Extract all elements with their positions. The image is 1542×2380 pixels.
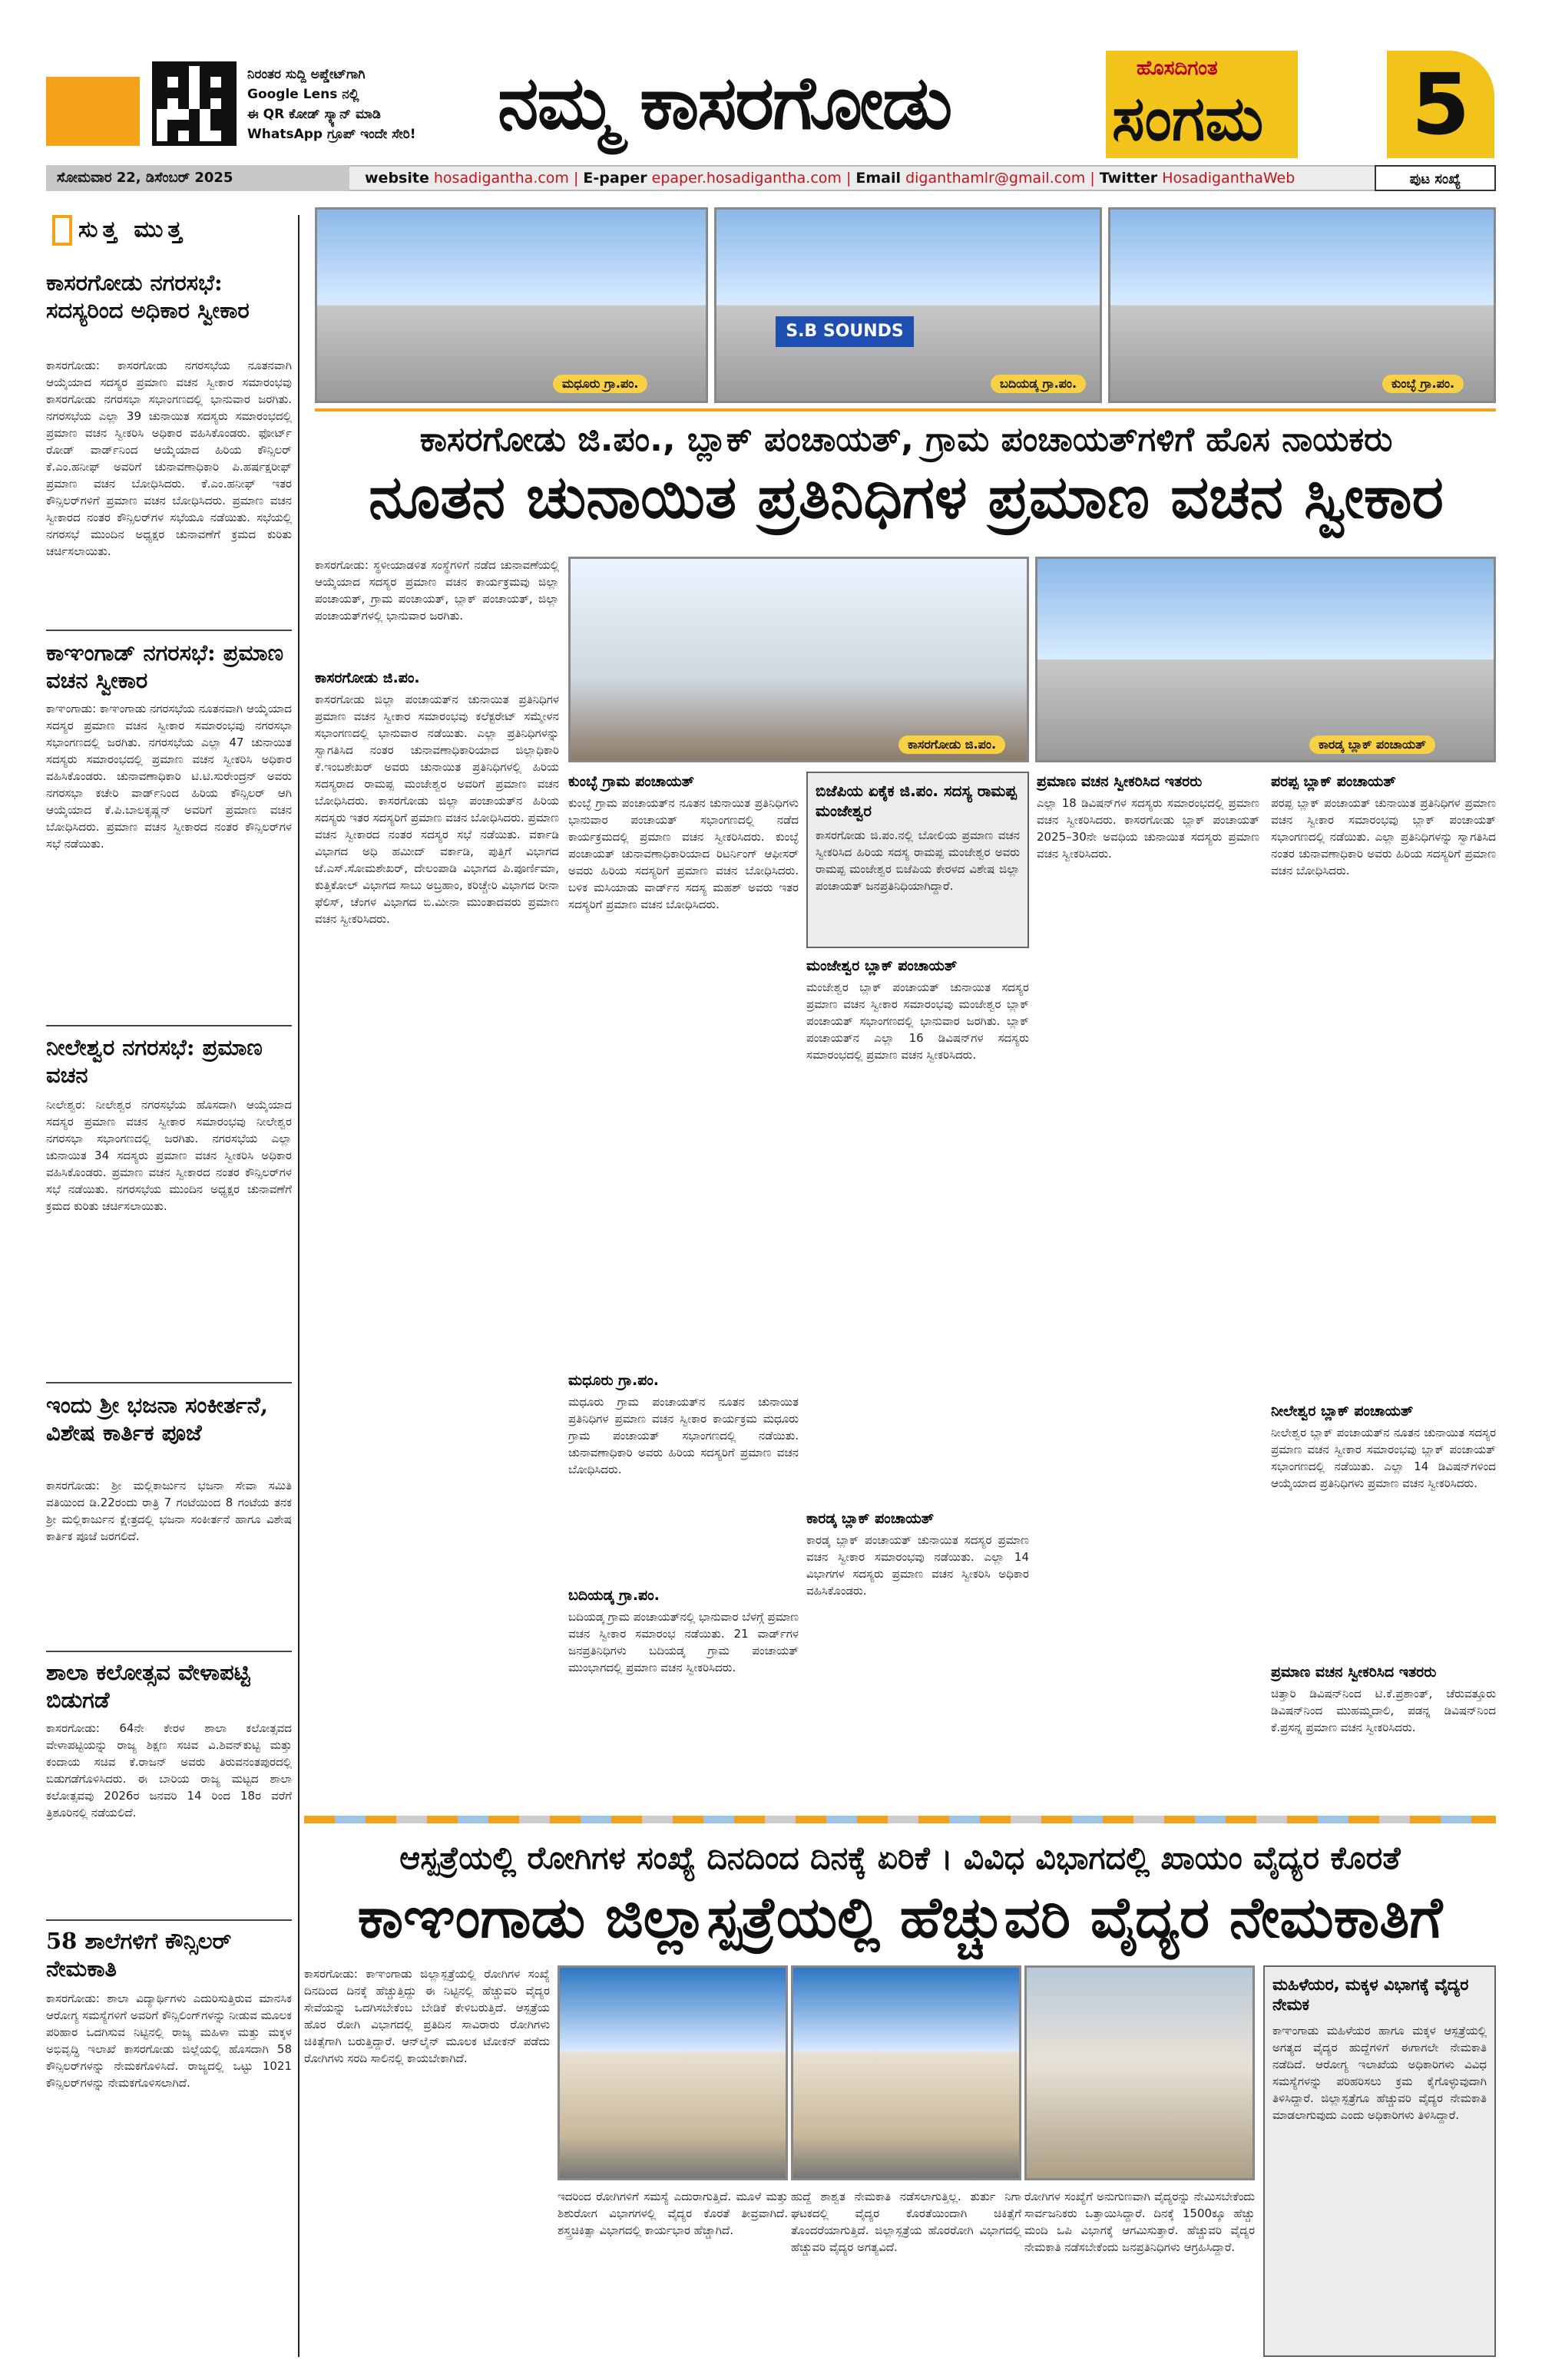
divider — [46, 1025, 292, 1026]
qr-module — [221, 131, 232, 141]
story-subhead: ಪ್ರಮಾಣ ವಚನ ಸ್ವೀಕರಿಸಿದ ಇತರರು — [1271, 1664, 1437, 1681]
story-body: ಮಂಜೇಶ್ವರ ಬ್ಲಾಕ್ ಪಂಚಾಯತ್ ಚುನಾಯಿತ ಸದಸ್ಯರ ಪ್ರಮಾಣ ವಚನ ಸ್ವೀಕಾರ ಸಮಾರಂಭವು ಮಂಜೇಶ್ವರ ಬ್ಲಾಕ್ ಪಂಚಾಯತ್ ಸಭಾಂಗಣದಲ್ಲಿ ಭಾನುವಾರ ಜರಗಿತು. ಬ್ಲಾಕ್ ಪಂಚಾಯತ್‌ನ ಎಲ್ಲಾ 16 ಡಿವಿಷನ್‌ಗಳ ಸದಸ್ಯರು ಸಮಾರಂಭದಲ್ಲಿ ಪ್ರಮಾಣ ವಚನ ಸ್ವೀಕರಿಸಿದರು. — [806, 980, 1029, 1062]
story-body: ಹುದ್ದೆ ಶಾಶ್ವತ ನೇಮಕಾತಿ ನಡೆಸಲಾಗುತ್ತಿಲ್ಲ. ತುರ್ತು ನಿಗಾ ಘಟಕದಲ್ಲಿ ವೈದ್ಯರ ಕೊರತೆಯಿಂದಾಗಿ ಚಿಕಿತ್ಸೆಗೆ ತೊಂದರೆಯಾಗುತ್ತಿದೆ. ಜಿಲ್ಲಾಸ್ಪತ್ರೆಯ ಹೊರರೋಗಿ ವಿಭಾಗದಲ್ಲಿ ಹೆಚ್ಚುವರಿ ವೈದ್ಯರ ಅಗತ್ಯವಿದೆ. — [791, 2190, 1021, 2254]
qr-module — [221, 98, 232, 109]
sidebar-story-body: ನೀಲೇಶ್ವರ: ನೀಲೇಶ್ವರ ನಗರಸಭೆಯ ಹೊಸದಾಗಿ ಆಯ್ಕೆಯಾದ ಸದಸ್ಯರ ಪ್ರಮಾಣ ವಚನ ಸ್ವೀಕಾರ ಸಮಾರಂಭವು ನೀಲೇಶ್ವರ ನಗರಸಭಾ ಸಭಾಂಗಣದಲ್ಲಿ ಜರಗಿತು. ನಗರಸಭೆಯ ಎಲ್ಲಾ ಚುನಾಯಿತ 34 ಸದಸ್ಯರು ಪ್ರಮಾಣ ವಚನ ಸ್ವೀಕರಿಸಿ ಅಧಿಕಾರ ವಹಿಸಿಕೊಂಡರು. ಪ್ರಮಾಣ ವಚನ ಸ್ವೀಕಾರದ ನಂತರ ಕೌನ್ಸಿಲರ್‌ಗಳ ಸಭೆ ನಡೆಯಿತು. ನಗರಸಭೆಯ ಮುಂದಿನ ಅಧ್ಯಕ್ಷರ ಚುನಾವಣೆಗೆ ಕ್ರಮದ ಕುರಿತು ಚರ್ಚಿಸಲಾಯಿತು. — [46, 1098, 292, 1213]
photo-caption: ಮಧೂರು ಗ್ರಾ.ಪಂ. — [553, 375, 647, 393]
page-number: 5 — [1387, 51, 1494, 158]
story-intro: ಕಾಸರಗೋಡು: ಸ್ಥಳೀಯಾಡಳಿತ ಸಂಸ್ಥೆಗಳಿಗೆ ನಡೆದ ಚುನಾವಣೆಯಲ್ಲಿ ಆಯ್ಕೆಯಾದ ಸದಸ್ಯರ ಪ್ರಮಾಣ ವಚನ ಕಾರ್ಯಕ್ರಮವು ಜಿಲ್ಲಾ ಪಂಚಾಯತ್, ಗ್ರಾಮ ಪಂಚಾಯತ್, ಬ್ಲಾಕ್ ಪಂಚಾಯತ್, ಜಿಲ್ಲಾ ಪಂಚಾಯತ್‌ಗಳಲ್ಲಿ ಭಾನುವಾರ ಜರಗಿತು. — [315, 558, 559, 623]
twitter-link[interactable]: HosadiganthaWeb — [1162, 170, 1295, 187]
photo-karadka-block[interactable] — [1035, 557, 1496, 762]
story-subhead: ಮಂಜೇಶ್ವರ ಬ್ಲಾಕ್ ಪಂಚಾಯತ್ — [806, 957, 958, 974]
photo-caption: ಕಾರಡ್ಕ ಬ್ಲಾಕ್ ಪಂಚಾಯತ್ — [1309, 735, 1435, 754]
photo-madhuru-panchayat[interactable] — [315, 207, 708, 403]
box-headline: ಮಹಿಳೆಯರ, ಮಕ್ಕಳ ವಿಭಾಗಕ್ಕೆ ವೈದ್ಯರ ನೇಮಕ — [1272, 1975, 1469, 2014]
brand-name: ಸಂಗಮ — [1112, 82, 1264, 154]
photo-badiyadka-panchayat[interactable] — [714, 207, 1102, 403]
story-subhead: ನೀಲೇಶ್ವರ ಬ್ಲಾಕ್ ಪಂಚಾಯತ್ — [1271, 1403, 1414, 1420]
story-kicker: ಕಾಸರಗೋಡು ಜಿ.ಪಂ., ಬ್ಲಾಕ್ ಪಂಚಾಯತ್, ಗ್ರಾಮ ಪಂಚಾಯತ್‌ಗಳಿಗೆ ಹೊಸ ನಾಯಕರು — [419, 420, 1393, 459]
box-body: ಕಾಞಂಗಾಡು ಮಹಿಳೆಯರ ಹಾಗೂ ಮಕ್ಕಳ ಆಸ್ಪತ್ರೆಯಲ್ಲಿ ಅಗತ್ಯದ ವೈದ್ಯರ ಹುದ್ದೆಗಳಿಗೆ ಈಗಾಗಲೇ ನೇಮಕಾತಿ ನಡೆದಿದೆ. ಆರೋಗ್ಯ ಇಲಾಖೆಯ ಅಧಿಕಾರಿಗಳು ವಿವಿಧ ಸಮಸ್ಯೆಗಳನ್ನು ಪರಿಹರಿಸಲು ಕ್ರಮ ಕೈಗೊಳ್ಳುವುದಾಗಿ ತಿಳಿಸಿದ್ದಾರೆ. ಜಿಲ್ಲಾಸ್ಪತ್ರೆಗೂ ಹೆಚ್ಚುವರಿ ವೈದ್ಯರ ನೇಮಕಾತಿ ಮಾಡಲಾಗುವುದು ಎಂದು ಅಧಿಕಾರಿಗಳು ತಿಳಿಸಿದ್ದಾರೆ. — [1272, 2024, 1487, 2122]
qr-module — [167, 109, 178, 120]
qr-module — [178, 66, 189, 77]
sidebar-story-headline[interactable]: ನೀಲೇಶ್ವರ ನಗರಸಭೆ: ಪ್ರಮಾಣ ವಚನ — [46, 1034, 263, 1088]
qr-module — [189, 120, 200, 131]
promo-line: ನಿರಂತರ ಸುದ್ದಿ ಅಪ್ಡೇಟ್‌ಗಾಗಿ — [247, 67, 366, 82]
masthead-accent-block — [46, 77, 140, 146]
qr-module — [157, 88, 167, 98]
story-body: ಕಾರಡ್ಕ ಬ್ಲಾಕ್ ಪಂಚಾಯತ್ ಚುನಾಯಿತ ಸದಸ್ಯರ ಪ್ರಮಾಣ ವಚನ ಸ್ವೀಕಾರ ಸಮಾರಂಭವು ನಡೆಯಿತು. ಎಲ್ಲಾ 14 ವಿಭಾಗಗಳ ಸದಸ್ಯರು ಪ್ರಮಾಣ ವಚನ ಸ್ವೀಕರಿಸಿ ಅಧಿಕಾರ ವಹಿಸಿಕೊಂಡರು. — [806, 1533, 1029, 1598]
qr-module — [221, 109, 232, 120]
sidebar-story-headline[interactable]: ಇಂದು ಶ್ರೀ ಭಜನಾ ಸಂಕೀರ್ತನೆ, ವಿಶೇಷ ಕಾರ್ತಿಕ ಪೂಜೆ — [46, 1392, 269, 1446]
story-body: ಇದರಿಂದ ರೋಗಿಗಳಿಗೆ ಸಮಸ್ಯೆ ಎದುರಾಗುತ್ತಿದೆ. ಮೂಳೆ ಮತ್ತು ಶಿಶುರೋಗ ವಿಭಾಗಗಳಲ್ಲಿ ವೈದ್ಯರ ಕೊರತೆ ತೀವ್ರವಾಗಿದೆ. ಶಸ್ತ್ರಚಿಕಿತ್ಸಾ ವಿಭಾಗದಲ್ಲಿ ಕಾರ್ಯಭಾರ ಹೆಚ್ಚಾಗಿದೆ. — [558, 2190, 788, 2237]
promo-line: ಈ QR ಕೋಡ್ ಸ್ಕ್ಯಾನ್ ಮಾಡಿ — [247, 107, 381, 122]
photo-kumbla-panchayat[interactable] — [1108, 207, 1496, 403]
email-link[interactable]: diganthamlr@gmail.com — [905, 170, 1086, 187]
qr-module — [167, 98, 178, 109]
qr-module — [167, 88, 178, 98]
sidebar-story-body: ಕಾಸರಗೋಡು: ಶ್ರೀ ಮಲ್ಲಿಕಾರ್ಜುನ ಭಜನಾ ಸೇವಾ ಸಮಿತಿ ವತಿಯಿಂದ ಡಿ.22ರಂದು ರಾತ್ರಿ 7 ಗಂಟೆಯಿಂದ 8 ಗಂಟೆಯ ತನಕ ಶ್ರೀ ಮಲ್ಲಿಕಾರ್ಜುನ ಕ್ಷೇತ್ರದಲ್ಲಿ ಭಜನಾ ಸಂಕೀರ್ತನೆ ಹಾಗೂ ವಿಶೇಷ ಕಾರ್ತಿಕ ಪೂಜೆ ಜರಗಲಿದೆ. — [46, 1479, 292, 1543]
sidebar-story-headline[interactable]: 58 ಶಾಲೆಗಳಿಗೆ ಕೌನ್ಸಿಲರ್ ನೇಮಕಾತಿ — [46, 1928, 232, 1982]
sound-banner: S.B SOUNDS — [776, 316, 914, 347]
edition-date: ಸೋಮವಾರ 22, ಡಿಸೆಂಬರ್ 2025 — [46, 165, 349, 191]
story-body: ಮಧೂರು ಗ್ರಾಮ ಪಂಚಾಯತ್‌ನ ನೂತನ ಚುನಾಯಿತ ಪ್ರತಿನಿಧಿಗಳ ಪ್ರಮಾಣ ವಚನ ಸ್ವೀಕಾರ ಕಾರ್ಯಕ್ರಮ ಮಧೂರು ಗ್ರಾಮ ಪಂಚಾಯತ್ ಸಭಾಂಗಣದಲ್ಲಿ ನಡೆಯಿತು. ಚುನಾವಣಾಧಿಕಾರಿ ಅವರು ಹಿರಿಯ ಸದಸ್ಯರಿಗೆ ಪ್ರಮಾಣ ವಚನ ಬೋಧಿಸಿದರು. — [568, 1395, 799, 1476]
brand-publisher: ಹೊಸದಿಗಂತ — [1137, 57, 1218, 80]
book-icon — [52, 215, 72, 246]
story-subhead: ಪ್ರಮಾಣ ವಚನ ಸ್ವೀಕರಿಸಿದ ಇತರರು — [1037, 773, 1203, 790]
photo-hospital-building[interactable] — [558, 1965, 788, 2180]
website-link[interactable]: hosadigantha.com — [433, 170, 569, 187]
qr-module — [210, 66, 221, 77]
email-label: Email — [855, 170, 902, 187]
epaper-label: E-paper — [583, 170, 647, 187]
qr-module — [157, 120, 167, 131]
photo-caption: ಕಾಸರಗೋಡು ಜಿ.ಪಂ. — [898, 735, 1005, 754]
qr-module — [178, 77, 189, 88]
qr-code-icon[interactable] — [152, 61, 237, 146]
story-subhead: ಕುಂಬ್ಳೆ ಗ್ರಾಮ ಪಂಚಾಯತ್ — [568, 773, 694, 790]
story-subhead: ಬದಿಯಡ್ಕ ಗ್ರಾ.ಪಂ. — [568, 1587, 660, 1604]
sidebar-story-body: ಕಾಞಂಗಾಡು: ಕಾಞಂಗಾಡು ನಗರಸಭೆಯ ನೂತನವಾಗಿ ಆಯ್ಕೆಯಾದ ಸದಸ್ಯರ ಪ್ರಮಾಣ ವಚನ ಸ್ವೀಕಾರ ಸಮಾರಂಭವು ನಗರಸಭಾ ಸಭಾಂಗಣದಲ್ಲಿ ಜರಗಿತು. ನಗರಸಭೆಯ ಎಲ್ಲಾ 47 ಚುನಾಯಿತ ಸದಸ್ಯರು ಸಮಾರಂಭದಲ್ಲಿ ಪ್ರಮಾಣ ವಚನ ಸ್ವೀಕರಿಸಿ ಅಧಿಕಾರ ವಹಿಸಿಕೊಂಡರು. ಚುನಾವಣಾಧಿಕಾರಿ ಟಿ.ಟಿ.ಸುರೇಂದ್ರನ್ ಅವರು ನಗರಸಭಾ ಕಚೇರಿ ವಾರ್ಡ್‌ನಿಂದ ಹಿರಿಯ ಕೌನ್ಸಿಲರ್ ಆಗಿ ಆಯ್ಕೆಯಾದ ಕೆ.ಪಿ.ಬಾಲಕೃಷ್ಣನ್ ಅವರಿಗೆ ಪ್ರಮಾಣ ವಚನ ಬೋಧಿಸಿದರು. ಪ್ರಮಾಣ ವಚನ ಸ್ವೀಕಾರದ ನಂತರ ಕೌನ್ಸಿಲರ್‌ಗಳ ಸಭೆ ನಡೆಯಿತು. — [46, 702, 292, 851]
promo-line: WhatsApp ಗ್ರೂಪ್ ಇಂದೇ ಸೇರಿ! — [247, 127, 416, 142]
divider — [46, 1919, 292, 1921]
qr-module — [189, 98, 200, 109]
qr-module — [210, 131, 221, 141]
qr-module — [178, 109, 189, 120]
qr-module — [200, 88, 210, 98]
qr-module — [189, 131, 200, 141]
sidebar-story-headline[interactable]: ಕಾಞಂಗಾಡ್ ನಗರಸಭೆ: ಪ್ರಮಾಣ ವಚನ ಸ್ವೀಕಾರ — [46, 640, 284, 693]
sidebar-story-headline[interactable]: ಶಾಲಾ ಕಲೋತ್ಸವ ವೇಳಾಪಟ್ಟಿ ಬಿಡುಗಡೆ — [46, 1659, 250, 1713]
photo-hospital-ward[interactable] — [1024, 1965, 1255, 2180]
qr-module — [221, 77, 232, 88]
divider — [315, 408, 1496, 412]
qr-module — [210, 77, 221, 88]
sidebar-box — [1263, 1965, 1496, 2357]
qr-module — [189, 66, 200, 77]
qr-module — [189, 109, 200, 120]
story-body: ಚಿತ್ತಾರಿ ಡಿವಿಷನ್‌ನಿಂದ ಟಿ.ಕೆ.ಪ್ರಶಾಂತ್, ಚೆರುವತ್ತೂರು ಡಿವಿಷನ್‌ನಿಂದ ಮುಹಮ್ಮದಾಲಿ, ಪಡನ್ನ ಡಿವಿಷನ್‌ನಿಂದ ಕೆ.ಪ್ರಸನ್ನ ಪ್ರಮಾಣ ವಚನ ಸ್ವೀಕರಿಸಿದರು. — [1271, 1687, 1496, 1734]
qr-module — [200, 66, 210, 77]
website-label: website — [365, 170, 429, 187]
qr-module — [157, 77, 167, 88]
divider — [46, 630, 292, 631]
page-tag: ಪುಟ ಸಂಖ್ಯೆ — [1375, 165, 1496, 191]
qr-module — [200, 131, 210, 141]
qr-module — [167, 131, 178, 141]
qr-module — [178, 88, 189, 98]
story-body: ಕಾಸರಗೋಡು: ಕಾಞಂಗಾಡು ಜಿಲ್ಲಾಸ್ಪತ್ರೆಯಲ್ಲಿ ರೋಗಿಗಳ ಸಂಖ್ಯೆ ದಿನದಿಂದ ದಿನಕ್ಕೆ ಹೆಚ್ಚುತ್ತಿದ್ದು ಈ ನಿಟ್ಟಿನಲ್ಲಿ ಹೆಚ್ಚುವರಿ ವೈದ್ಯರ ಸೇವೆಯನ್ನು ಒದಗಿಸಬೇಕೆಂಬ ಬೇಡಿಕೆ ಕೇಳಿಬರುತ್ತಿದೆ. ಆಸ್ಪತ್ರೆಯ ಹೊರ ರೋಗಿ ವಿಭಾಗದಲ್ಲಿ ಪ್ರತಿದಿನ ಸಾವಿರಾರು ರೋಗಿಗಳು ಚಿಕಿತ್ಸೆಗಾಗಿ ಬರುತ್ತಿದ್ದಾರೆ. ಆನ್‌ಲೈನ್ ಮೂಲಕ ಟೋಕನ್ ಪಡೆದು ರೋಗಿಗಳು ಸರದಿ ಸಾಲಿನಲ್ಲಿ ಕಾಯಬೇಕಾಗಿದೆ. — [304, 1967, 550, 2065]
sidebar-story-body: ಕಾಸರಗೋಡು: ಕಾಸರಗೋಡು ನಗರಸಭೆಯ ನೂತನವಾಗಿ ಆಯ್ಕೆಯಾದ ಸದಸ್ಯರ ಪ್ರಮಾಣ ವಚನ ಸ್ವೀಕಾರ ಸಮಾರಂಭವು ಕಾಸರಗೋಡು ನಗರಸಭಾ ಸಭಾಂಗಣದಲ್ಲಿ ಭಾನುವಾರ ಜರಗಿತು. ನಗರಸಭೆಯ ಎಲ್ಲಾ 39 ಚುನಾಯಿತ ಸದಸ್ಯರು ಸಮಾರಂಭದಲ್ಲಿ ಪ್ರಮಾಣ ವಚನ ಸ್ವೀಕರಿಸಿ ಅಧಿಕಾರ ವಹಿಸಿಕೊಂಡರು. ಫೋರ್ಟ್ ರೋಡ್ ವಾರ್ಡ್‌ನಿಂದ ಆಯ್ಕೆಯಾದ ಹಿರಿಯ ಕೌನ್ಸಿಲರ್ ಕೆ.ಎಂ.ಹನೀಫ್ ಅವರಿಗೆ ಚುನಾವಣಾಧಿಕಾರಿ ಪಿ.ಹರ್ಷಕ್ಷರೀಫ್ ಪ್ರಮಾಣ ವಚನ ಬೋಧಿಸಿದರು. ಕೆ.ಎಂ.ಹನೀಫ್ ಇತರ ಕೌನ್ಸಿಲರ್‌ಗಳಿಗೆ ಪ್ರಮಾಣ ವಚನ ಬೋಧಿಸಿದರು. ಪ್ರಮಾಣ ವಚನ ಸ್ವೀಕಾರದ ನಂತರ ಕೌನ್ಸಿಲರ್‌ಗಳ ಸಭೆಯೂ ನಡೆಯಿತು. ಸಭೆಯಲ್ಲಿ ನಗರಸಭೆ ಮುಂದಿನ ಅಧ್ಯಕ್ಷರ ಚುನಾವಣೆಗೆ ಕ್ರಮದ ಕುರಿತು ಚರ್ಚಿಸಲಾಯಿತು. — [46, 359, 292, 558]
whatsapp-promo — [247, 64, 470, 144]
sidebar-box — [806, 772, 1029, 948]
sidebar-story-body: ಕಾಸರಗೋಡು: ಶಾಲಾ ವಿದ್ಯಾರ್ಥಿಗಳು ಎದುರಿಸುತ್ತಿರುವ ಮಾನಸಿಕ ಆರೋಗ್ಯ ಸಮಸ್ಯೆಗಳಿಗೆ ಅವರಿಗೆ ಕೌನ್ಸಿಲಿಂಗ್‌ಗಳನ್ನು ನೀಡುವ ಮೂಲಕ ಪರಿಹಾರ ಒದಗಿಸುವ ನಿಟ್ಟಿನಲ್ಲಿ ರಾಜ್ಯ ಮಹಿಳಾ ಮತ್ತು ಮಕ್ಕಳ ಅಭಿವೃದ್ಧಿ ಇಲಾಖೆ ಕಾಸರಗೋಡು ಜಿಲ್ಲೆಯಲ್ಲಿ ಹೊಸದಾಗಿ 58 ಕೌನ್ಸಿಲರ್‌ಗಳನ್ನು ನೇಮಕಗೊಳಿಸಿದೆ. ರಾಜ್ಯದಲ್ಲಿ ಒಟ್ಟು 1021 ಕೌನ್ಸಿಲರ್‌ಗಳನ್ನು ನೇಮಕಗೊಳಿಸಲಾಗಿದೆ. — [46, 1992, 292, 2090]
story-subhead: ಕಾಸರಗೋಡು ಜಿ.ಪಂ. — [315, 669, 420, 686]
qr-module — [157, 131, 167, 141]
qr-module — [221, 88, 232, 98]
divider — [304, 1816, 1496, 1823]
story-subhead: ಕಾರಡ್ಕ ಬ್ಲಾಕ್ ಪಂಚಾಯತ್ — [806, 1510, 934, 1527]
story-body: ಕುಂಬ್ಳೆ ಗ್ರಾಮ ಪಂಚಾಯತ್‌ನ ನೂತನ ಚುನಾಯಿತ ಪ್ರತಿನಿಧಿಗಳು ಭಾನುವಾರ ಪಂಚಾಯತ್ ಸಭಾಂಗಣದಲ್ಲಿ ನಡೆದ ಕಾರ್ಯಕ್ರಮದಲ್ಲಿ ಪ್ರಮಾಣ ವಚನ ಸ್ವೀಕರಿಸಿದರು. ಕುಂಬ್ಳೆ ಪಂಚಾಯತ್ ಚುನಾವಣಾಧಿಕಾರಿಯಾದ ರಿಟರ್ನಿಂಗ್ ಆಫೀಸರ್ ಅವರು ಹಿರಿಯ ಸದಸ್ಯರಿಗೆ ಪ್ರಮಾಣ ವಚನ ಬೋಧಿಸಿದರು. ಬಳಿಕ ಮಸಿಯಾಡು ವಾರ್ಡ್‌ನ ಸದಸ್ಯ ಮಹಶ್ ಅವರು ಇತರ ಸದಸ್ಯರಿಗೆ ಪ್ರಮಾಣ ವಚನ ಬೋಧಿಸಿದರು. — [568, 796, 799, 911]
promo-line: Google Lens ನಲ್ಲಿ — [247, 87, 359, 102]
section-logo — [46, 215, 276, 253]
epaper-link[interactable]: epaper.hosadigantha.com — [651, 170, 842, 187]
box-body: ಕಾಸರಗೋಡು ಜಿ.ಪಂ.ನಲ್ಲಿ ಬೋಲಿಯ ಪ್ರಮಾಣ ವಚನ ಸ್ವೀಕರಿಸಿದ ಹಿರಿಯ ಸದಸ್ಯ ರಾಮಪ್ಪ ಮಂಜೇಶ್ವರ ಅವರು ರಾಮಪ್ಪ ಮಂಜೇಶ್ವರ ಬಿಜೆಪಿಯ ಕೇರಳದ ವಿಶೇಷ ಜಿಲ್ಲಾ ಪಂಚಾಯತ್ ಜನಪ್ರತಿನಿಧಿಯಾಗಿದ್ದಾರೆ. — [816, 828, 1020, 893]
qr-module — [221, 120, 232, 131]
photo-caption: ಬದಿಯಡ್ಕ ಗ್ರಾ.ಪಂ. — [991, 375, 1086, 393]
box-headline: ಬಿಜೆಪಿಯ ಏಕೈಕ ಜಿ.ಪಂ. ಸದಸ್ಯ ರಾಮಪ್ಪ ಮಂಜೇಶ್ವರ — [816, 782, 1017, 820]
qr-module — [200, 120, 210, 131]
story-body: ಕಾಸರಗೋಡು ಜಿಲ್ಲಾ ಪಂಚಾಯತ್‌ನ ಚುನಾಯಿತ ಪ್ರತಿನಿಧಿಗಳ ಪ್ರಮಾಣ ವಚನ ಸ್ವೀಕಾರ ಸಮಾರಂಭವು ಕಲೆಕ್ಟರೇಟ್ ಸಮ್ಮೇಳನ ಸಭಾಂಗಣದಲ್ಲಿ ಭಾನುವಾರ ನಡೆಯಿತು. ಎಲ್ಲಾ ಪ್ರತಿನಿಧಿಗಳನ್ನು ಸ್ವಾಗತಿಸಿದ ನಂತರ ಚುನಾವಣಾಧಿಕಾರಿಯಾದ ಜಿಲ್ಲಾಧಿಕಾರಿ ಕೆ.ಇಂಬಶೇಖರ್ ಅವರು ಚುನಾಯಿತ ಪ್ರತಿನಿಧಿಗಳಲ್ಲಿ ಹಿರಿಯ ಸದಸ್ಯರಾದ ರಾಮಪ್ಪ ಮಂಜೇಶ್ವರ ಅವರಿಗೆ ಪ್ರಮಾಣ ವಚನ ಬೋಧಿಸಿದರು. ಕಾಸರಗೋಡು ಜಿಲ್ಲಾ ಪಂಚಾಯತ್‌ನ ಹಿರಿಯ ಸದಸ್ಯರು ಇತರ ಸದಸ್ಯರಿಗೆ ಪ್ರಮಾಣ ವಚನ ಬೋಧಿಸಿದರು. ಪ್ರಮಾಣ ವಚನ ಸ್ವೀಕಾರದ ನಂತರ ಸದಸ್ಯರ ಸಭೆ ನಡೆಯಿತು. ವರ್ಕಾಡಿ ವಿಭಾಗದ ಅಧಿ ಹಮೀದ್ ವರ್ಕಾಡಿ, ಪುತ್ತಿಗೆ ವಿಭಾಗದ ಜೆ.ಎಸ್.ಸೋಮಶೇಖರ್, ದೇಲಂಪಾಡಿ ವಿಭಾಗದ ಪಿ.ಪೂರ್ಣಿಮಾ, ಕುತ್ತಿಕೋಲ್ ವಿಭಾಗದ ಸಾಬು ಅಬ್ರಹಾಂ, ಕರಿಚ್ಚೇರಿ ವಿಭಾಗದ ರೀನಾ ಫೆಲಿಸ್, ಚೆಂಗಳ ವಿಭಾಗದ ಬಿ.ಮೀನಾ ಮುಂತಾದವರು ಪ್ರಮಾಣ ವಚನ ಸ್ವೀಕರಿಸಿದರು. — [315, 693, 559, 926]
photo-hospital-entrance[interactable] — [791, 1965, 1021, 2180]
divider — [46, 1382, 292, 1383]
story-headline[interactable]: ನೂತನ ಚುನಾಯಿತ ಪ್ರತಿನಿಧಿಗಳ ಪ್ರಮಾಣ ವಚನ ಸ್ವೀಕಾರ — [369, 462, 1444, 532]
photo-district-panchayat[interactable] — [568, 557, 1029, 762]
qr-module — [210, 109, 221, 120]
page-title: ನಮ್ಮ ಕಾಸರಗೋಡು — [498, 59, 951, 146]
story-subhead: ಮಧೂರು ಗ್ರಾ.ಪಂ. — [568, 1372, 660, 1389]
qr-module — [167, 120, 178, 131]
contact-links: website hosadigantha.com | E-paper epaper.hosadigantha.com | Email diganthamlr@gmail.com | Twitter HosadiganthaWeb — [365, 170, 1295, 187]
qr-module — [210, 120, 221, 131]
qr-module — [210, 98, 221, 109]
qr-module — [167, 77, 178, 88]
qr-module — [178, 131, 189, 141]
photo-caption: ಕುಂಬ್ಳೆ ಗ್ರಾ.ಪಂ. — [1382, 375, 1464, 393]
qr-module — [178, 120, 189, 131]
qr-module — [157, 98, 167, 109]
qr-module — [200, 109, 210, 120]
story-body: ಎಲ್ಲಾ 18 ಡಿವಿಷನ್‌ಗಳ ಸದಸ್ಯರು ಸಮಾರಂಭದಲ್ಲಿ ಪ್ರಮಾಣ ವಚನ ಸ್ವೀಕರಿಸಿದರು. ಕಾಸರಗೋಡು ಬ್ಲಾಕ್ ಪಂಚಾಯತ್ 2025–30ನೇ ಅವಧಿಯ ಚುನಾಯಿತ ಸದಸ್ಯರು ಪ್ರಮಾಣ ವಚನ ಸ್ವೀಕರಿಸಿದರು. — [1037, 796, 1259, 861]
story-headline[interactable]: ಕಾಞಂಗಾಡು ಜಿಲ್ಲಾಸ್ಪತ್ರೆಯಲ್ಲಿ ಹೆಚ್ಚುವರಿ ವೈದ್ಯರ ನೇಮಕಾತಿಗೆ — [357, 1885, 1443, 1951]
qr-module — [178, 98, 189, 109]
qr-module — [189, 77, 200, 88]
masthead — [0, 0, 1542, 165]
qr-module — [210, 88, 221, 98]
qr-module — [221, 66, 232, 77]
twitter-label: Twitter — [1099, 170, 1158, 187]
qr-module — [200, 77, 210, 88]
story-subhead: ಪರಪ್ಪ ಬ್ಲಾಕ್ ಪಂಚಾಯತ್ — [1271, 773, 1396, 790]
story-body: ಬದಿಯಡ್ಕ ಗ್ರಾಮ ಪಂಚಾಯತ್‌ನಲ್ಲಿ ಭಾನುವಾರ ಬೆಳಗ್ಗೆ ಪ್ರಮಾಣ ವಚನ ಸ್ವೀಕಾರ ಸಮಾರಂಭ ನಡೆಯಿತು. 21 ವಾರ್ಡ್‌ಗಳ ಜನಪ್ರತಿನಿಧಿಗಳು ಬದಿಯಡ್ಕ ಗ್ರಾಮ ಪಂಚಾಯತ್ ಮುಂಭಾಗದಲ್ಲಿ ಪ್ರಮಾಣ ವಚನ ಸ್ವೀಕರಿಸಿದರು. — [568, 1610, 799, 1674]
sidebar-story-headline[interactable]: ಕಾಸರಗೋಡು ನಗರಸಭೆ: ಸದಸ್ಯರಿಂದ ಅಧಿಕಾರ ಸ್ವೀಕಾರ — [46, 269, 250, 323]
qr-module — [167, 66, 178, 77]
qr-module — [157, 109, 167, 120]
sidebar-story-body: ಕಾಸರಗೋಡು: 64ನೇ ಕೇರಳ ಶಾಲಾ ಕಲೋತ್ಸವದ ವೇಳಾಪಟ್ಟಿಯನ್ನು ರಾಜ್ಯ ಶಿಕ್ಷಣ ಸಚಿವ ವಿ.ಶಿವನ್‌ಕುಟ್ಟಿ ಮತ್ತು ಕಂದಾಯ ಸಚಿವ ಕೆ.ರಾಜನ್ ಅವರು ತಿರುವನಂತಪುರದಲ್ಲಿ ಬಿಡುಗಡೆಗೊಳಿಸಿದರು. ಈ ಬಾರಿಯ ರಾಜ್ಯ ಮಟ್ಟದ ಶಾಲಾ ಕಲೋತ್ಸವವು 2026ರ ಜನವರಿ 14 ರಿಂದ 18ರ ವರೆಗೆ ತ್ರಿಶೂರಿನಲ್ಲಿ ನಡೆಯಲಿದೆ. — [46, 1721, 292, 1820]
qr-module — [189, 88, 200, 98]
story-body: ಪರಪ್ಪ ಬ್ಲಾಕ್ ಪಂಚಾಯತ್ ಚುನಾಯಿತ ಪ್ರತಿನಿಧಿಗಳ ಪ್ರಮಾಣ ವಚನ ಸ್ವೀಕಾರ ಸಮಾರಂಭವು ಬ್ಲಾಕ್ ಪಂಚಾಯತ್ ಸಭಾಂಗಣದಲ್ಲಿ ನಡೆಯಿತು. ಎಲ್ಲಾ ಪ್ರತಿನಿಧಿಗಳನ್ನು ಸ್ವಾಗತಿಸಿದ ನಂತರ ಚುನಾವಣಾಧಿಕಾರಿ ಅವರು ಹಿರಿಯ ಸದಸ್ಯರಿಗೆ ಪ್ರಮಾಣ ವಚನ ಬೋಧಿಸಿದರು. — [1271, 796, 1496, 878]
section-title: ಸುತ್ತ ಮುತ್ತ — [78, 216, 187, 243]
story-body: ರೋಗಿಗಳ ಸಂಖ್ಯೆಗೆ ಅನುಗುಣವಾಗಿ ವೈದ್ಯರನ್ನು ನೇಮಿಸಬೇಕೆಂದು ಸಾರ್ವಜನಿಕರು ಒತ್ತಾಯಿಸಿದ್ದಾರೆ. ದಿನಕ್ಕೆ 1500ಕ್ಕೂ ಹೆಚ್ಚು ಮಂದಿ ಒಪಿ ವಿಭಾಗಕ್ಕೆ ಆಗಮಿಸುತ್ತಾರೆ. ಹೆಚ್ಚುವರಿ ವೈದ್ಯರ ನೇಮಕಾತಿ ನಡೆಸಬೇಕೆಂದು ಜನಪ್ರತಿನಿಧಿಗಳು ಆಗ್ರಹಿಸಿದ್ದಾರೆ. — [1024, 2190, 1255, 2254]
divider — [46, 1651, 292, 1652]
story-body: ನೀಲೇಶ್ವರ ಬ್ಲಾಕ್ ಪಂಚಾಯತ್‌ನ ನೂತನ ಚುನಾಯಿತ ಸದಸ್ಯರ ಪ್ರಮಾಣ ವಚನ ಸ್ವೀಕಾರ ಸಮಾರಂಭವು ಬ್ಲಾಕ್ ಪಂಚಾಯತ್ ಸಭಾಂಗಣದಲ್ಲಿ ನಡೆಯಿತು. ಎಲ್ಲಾ 14 ಡಿವಿಷನ್‌ಗಳಿಂದ ಆಯ್ಕೆಯಾದ ಪ್ರತಿನಿಧಿಗಳು ಪ್ರಮಾಣ ವಚನ ಸ್ವೀಕರಿಸಿದರು. — [1271, 1426, 1496, 1490]
qr-module — [200, 98, 210, 109]
story-kicker: ಆಸ್ಪತ್ರೆಯಲ್ಲಿ ರೋಗಿಗಳ ಸಂಖ್ಯೆ ದಿನದಿಂದ ದಿನಕ್ಕೆ ಏರಿಕೆ । ವಿವಿಧ ವಿಭಾಗದಲ್ಲಿ ಖಾಯಂ ವೈದ್ಯರ ಕೊರತೆ — [399, 1840, 1401, 1876]
qr-module — [157, 66, 167, 77]
